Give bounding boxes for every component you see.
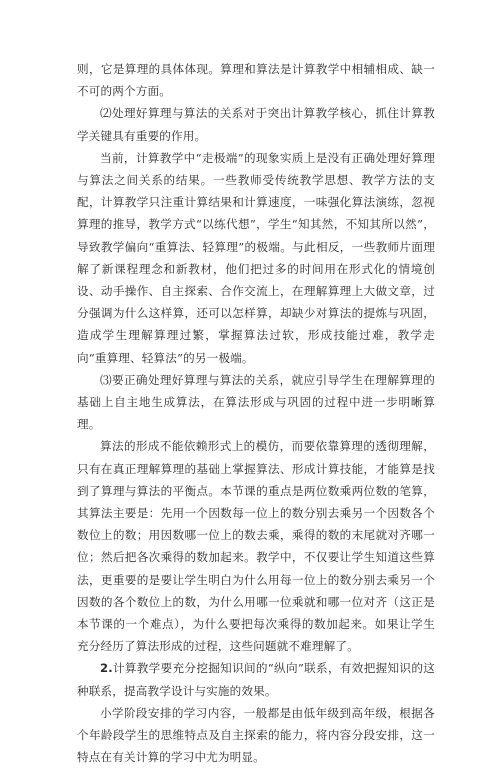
- paragraph-current-situation: 当前，计算教学中“走极端”的现象实质上是没有正确处理好算理与算法之间关系的结果。一些教师受传统教学思想、教学方法的支配，计算教学只注重计算结果和计算速度，一味强化算法演练，忽视算理的推导，教学方式“以练代想”，学生“知其然，不知其所以然”，导致教学偏向“重算法、轻算理”的极端。与此相反，一些教师片面理解了新课程理念和新教材，他们把过多的时间用在形式化的情境创设、动手操作、自主探索、合作交流上，在理解算理上大做文章，过分强调为什么这样算，还可以怎样算，却缺少对算法的提炼与巩固，造成学生理解算理过繁，掌握算法过软，形成技能过难，教学走向“重算理、轻算法”的另一极端。: [77, 150, 435, 365]
- section-heading-text: 计算教学要充分挖掘知识间的“纵向”联系，有效把握知识的这种联系，提高教学设计与实施的效果。: [77, 661, 435, 698]
- section-number: 2.: [100, 661, 113, 676]
- paragraph-primary-school: 小学阶段安排的学习内容，一般都是由低年级到高年级，根据各个年龄段学生的思维特点及自主探索的能力，将内容分段安排，这一特点在有关计算的学习中尤为明显。: [77, 705, 435, 765]
- paragraph-section-2: [77, 657, 435, 701]
- paragraph-point-2: ⑵处理好算理与算法的关系对于突出计算教学核心，抓住计算教学关键具有重要的作用。: [77, 106, 435, 143]
- paragraph-point-3: ⑶要正确处理好算理与算法的关系，就应引导学生在理解算理的基础上自主地生成算法，在算法形成与巩固的过程中进一步明晰算理。: [77, 372, 435, 432]
- document-body: [77, 58, 435, 769]
- paragraph-continuation: 则，它是算理的具体体现。算理和算法是计算教学中相辅相成、缺一不可的两个方面。: [77, 62, 435, 99]
- paragraph-algorithm-formation: 算法的形成不能依赖形式上的模仿，而要依靠算理的透彻理解，只有在真正理解算理的基础上掌握算法、形成计算技能，才能算是找到了算理与算法的平衡点。本节课的重点是两位数乘两位数的笔算，其算法主要是：先用一个因数每一位上的数分别去乘另一个因数各个数位上的数；用因数哪一位上的数去乘，乘得的数的末尾就对齐哪一位；然后把各次乘得的数加起来。教学中，不仅要让学生知道这些算法，更重要的是要让学生明白为什么用每一位上的数分别去乘另一个因数的各个数位上的数，为什么用哪一位乘就和哪一位对齐（这正是本节课的一个难点），为什么要把每次乘得的数加起来。如果让学生充分经历了算法形成的过程，这些问题就不难理解了。: [77, 439, 435, 654]
